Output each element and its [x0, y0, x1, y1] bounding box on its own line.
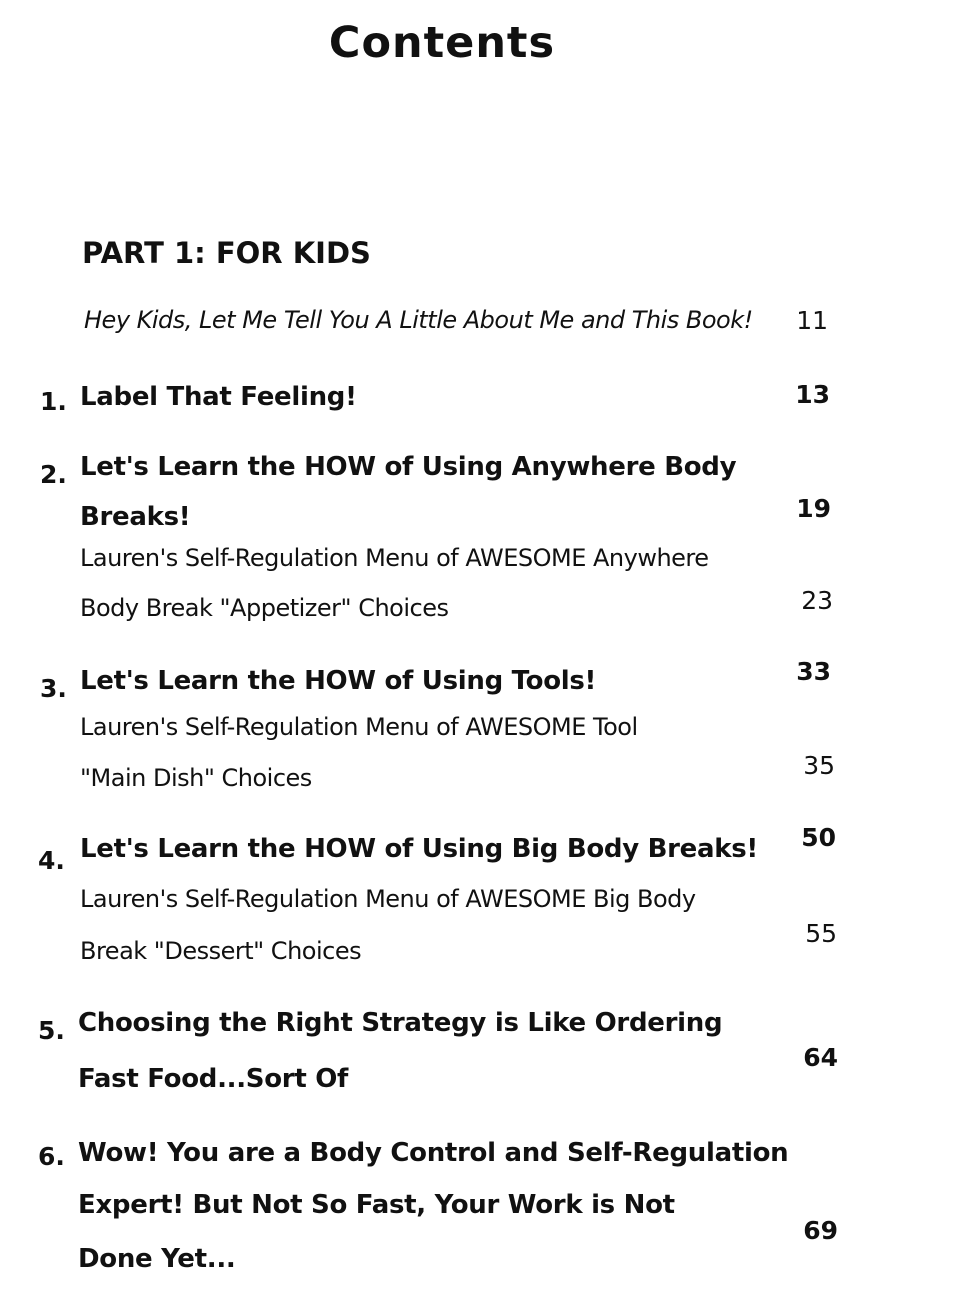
chapter-2-sub-page: 23 — [801, 586, 833, 615]
chapter-3-sub-page: 35 — [803, 751, 835, 780]
chapter-5-title-line-1: Choosing the Right Strategy is Like Ordering — [78, 1008, 723, 1038]
chapter-6-title-line-3: Done Yet... — [78, 1244, 236, 1274]
chapter-2-title-line-2: Breaks! — [80, 502, 191, 532]
chapter-3-page: 33 — [796, 657, 831, 686]
chapter-3-sub-line-1: Lauren's Self-Regulation Menu of AWESOME Tool — [80, 713, 638, 741]
chapter-1-title: Label That Feeling! — [80, 382, 357, 412]
part-heading: PART 1: FOR KIDS — [82, 236, 371, 270]
chapter-2-sub-line-2: Body Break "Appetizer" Choices — [80, 594, 449, 622]
chapter-2-title-line-1: Let's Learn the HOW of Using Anywhere Body — [80, 452, 737, 482]
chapter-1-number: 1. — [40, 387, 67, 416]
chapter-5-title-line-2: Fast Food...Sort Of — [78, 1064, 349, 1094]
chapter-3-number: 3. — [40, 674, 67, 703]
chapter-6-number: 6. — [38, 1142, 65, 1171]
chapter-1-page: 13 — [795, 380, 830, 409]
chapter-4-sub-line-1: Lauren's Self-Regulation Menu of AWESOME Big Body — [80, 885, 696, 913]
chapter-5-page: 64 — [803, 1043, 838, 1072]
chapter-4-title: Let's Learn the HOW of Using Big Body Breaks! — [80, 834, 758, 864]
chapter-4-number: 4. — [38, 846, 65, 875]
chapter-6-title-line-1: Wow! You are a Body Control and Self-Regulation — [78, 1138, 789, 1168]
chapter-6-title-line-2: Expert! But Not So Fast, Your Work is Not — [78, 1190, 675, 1220]
chapter-3-title: Let's Learn the HOW of Using Tools! — [80, 666, 597, 696]
intro-entry-page: 11 — [796, 306, 828, 335]
chapter-6-page: 69 — [803, 1216, 838, 1245]
chapter-2-page: 19 — [796, 494, 831, 523]
chapter-5-number: 5. — [38, 1016, 65, 1045]
chapter-4-page: 50 — [801, 823, 836, 852]
chapter-4-sub-line-2: Break "Dessert" Choices — [80, 937, 362, 965]
chapter-3-sub-line-2: "Main Dish" Choices — [80, 764, 312, 792]
chapter-4-sub-page: 55 — [805, 919, 837, 948]
page-title: Contents — [328, 18, 556, 68]
chapter-2-sub-line-1: Lauren's Self-Regulation Menu of AWESOME Anywhere — [80, 544, 709, 572]
chapter-2-number: 2. — [40, 460, 67, 489]
intro-entry-title: Hey Kids, Let Me Tell You A Little About Me and This Book! — [84, 306, 753, 334]
